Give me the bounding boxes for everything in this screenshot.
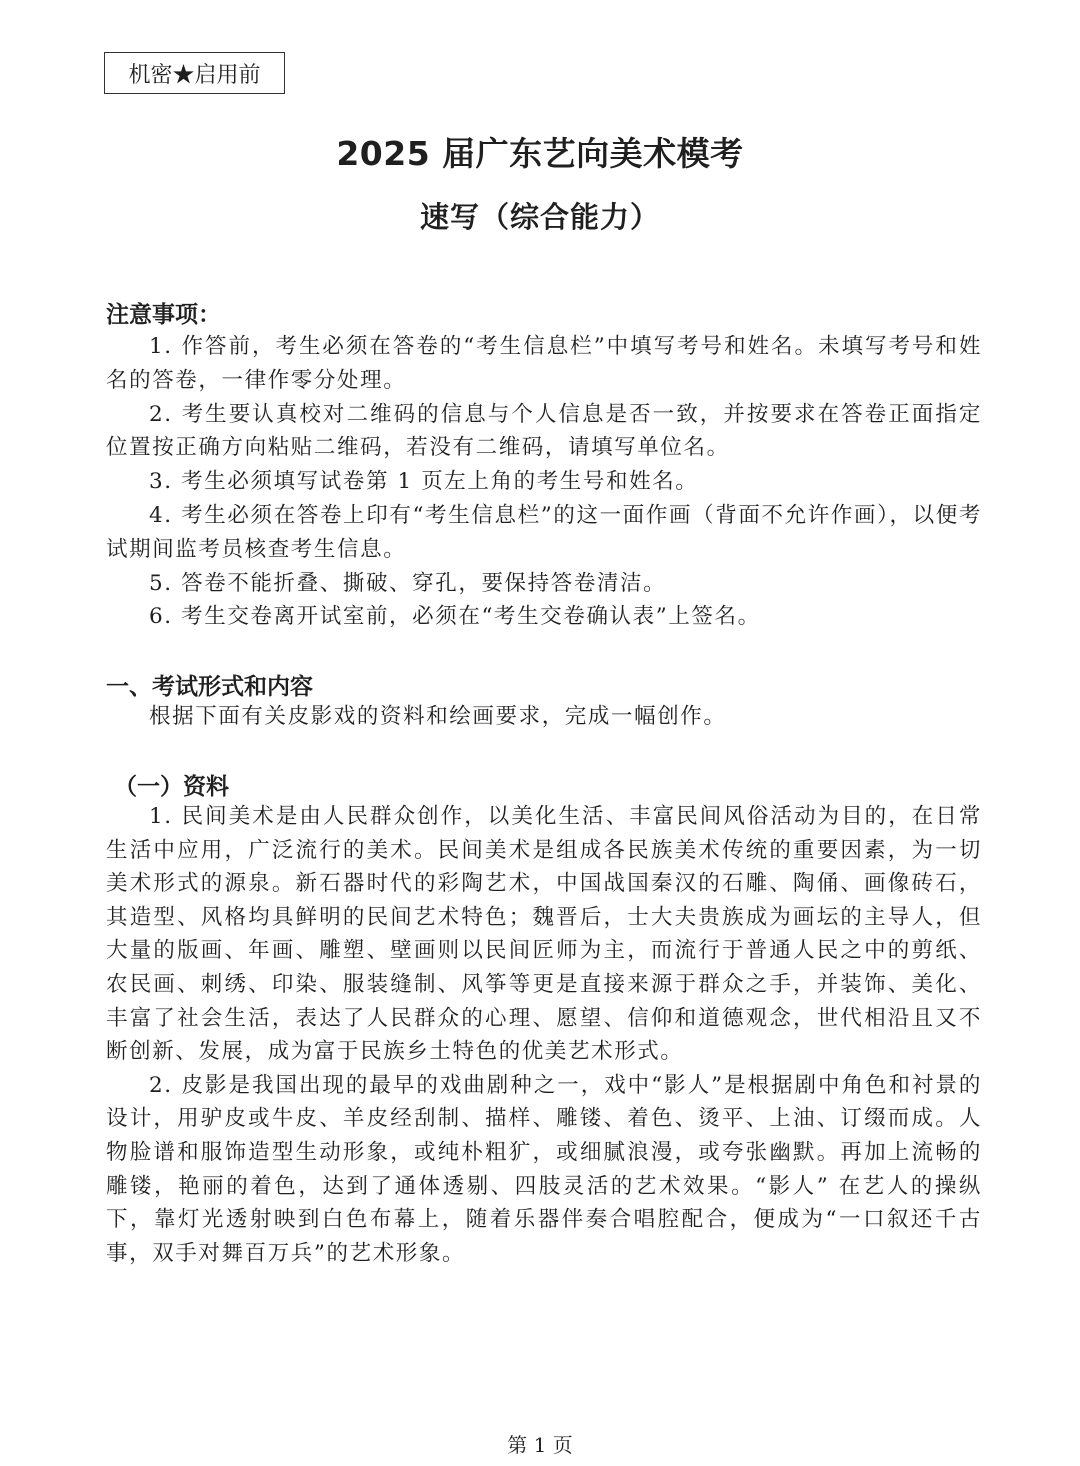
notice-item: 4. 考生必须在答卷上印有“考生信息栏”的这一面作画（背面不允许作画），以便考试期间监考员核查考生信息。 (106, 502, 982, 562)
exam-title: 2025 届广东艺向美术模考 (336, 134, 744, 173)
confidential-label: 机密★启用前 (104, 52, 285, 94)
notice-list (106, 330, 982, 634)
notice-item: 6. 考生交卷离开试室前，必须在“考生交卷确认表”上签名。 (149, 604, 761, 630)
notice-heading: 注意事项： (106, 302, 221, 328)
notice-item: 5. 答卷不能折叠、撕破、穿孔，要保持答卷清洁。 (149, 570, 667, 596)
notice-item: 2. 考生要认真校对二维码的信息与个人信息是否一致，并按要求在答卷正面指定位置按正确方向粘贴二维码，若没有二维码，请填写单位名。 (106, 401, 982, 461)
material-paragraph: 2. 皮影是我国出现的最早的戏曲剧种之一，戏中“影人”是根据剧中角色和衬景的设计，用驴皮或牛皮、羊皮经刮制、描样、雕镂、着色、烫平、上油、订缀而成。人物脸谱和服饰造型生动形象，或纯朴粗犷，或细腻浪漫，或夸张幽默。再加上流畅的雕镂，艳丽的着色，达到了通体透剔、四肢灵活的艺术效果。“影人” 在艺人的操纵下，靠灯光透射映到白色布幕上，随着乐器伴奏合唱腔配合，便成为“一口叙还千古事，双手对舞百万兵”的艺术形象。 (106, 1072, 982, 1266)
exam-subtitle: 速写（综合能力） (419, 200, 660, 234)
section-material-body (106, 800, 982, 1270)
section-form-body (106, 700, 982, 734)
section-material-heading: （一）资料 (114, 774, 229, 800)
notice-item: 1. 作答前，考生必须在答卷的“考生信息栏”中填写考号和姓名。未填写考号和姓名的答卷，一律作零分处理。 (106, 334, 982, 393)
material-paragraph: 1. 民间美术是由人民群众创作，以美化生活、丰富民间风俗活动为目的，在日常生活中应用，广泛流行的美术。民间美术是组成各民族美术传统的重要因素，为一切美术形式的源泉。新石器时代的彩陶艺术，中国战国秦汉的石雕、陶俑、画像砖石，其造型、风格均具鲜明的民间艺术特色；魏晋后，士大夫贵族成为画坛的主导人，但大量的版画、年画、雕塑、壁画则以民间匠师为主，而流行于普通人民之中的剪纸、农民画、刺绣、印染、服装缝制、风筝等更是直接来源于群众之手，并装饰、美化、丰富了社会生活，表达了人民群众的心理、愿望、信仰和道德观念，世代相沿且又不断创新、发展，成为富于民族乡土特色的优美艺术形式。 (106, 804, 982, 1065)
page-number: 第 1 页 (507, 1433, 573, 1457)
section-form-text: 根据下面有关皮影戏的资料和绘画要求，完成一幅创作。 (149, 704, 727, 729)
notice-item: 3. 考生必须填写试卷第 1 页左上角的考生号和姓名。 (149, 469, 699, 495)
section-form-heading: 一、考试形式和内容 (106, 674, 313, 700)
